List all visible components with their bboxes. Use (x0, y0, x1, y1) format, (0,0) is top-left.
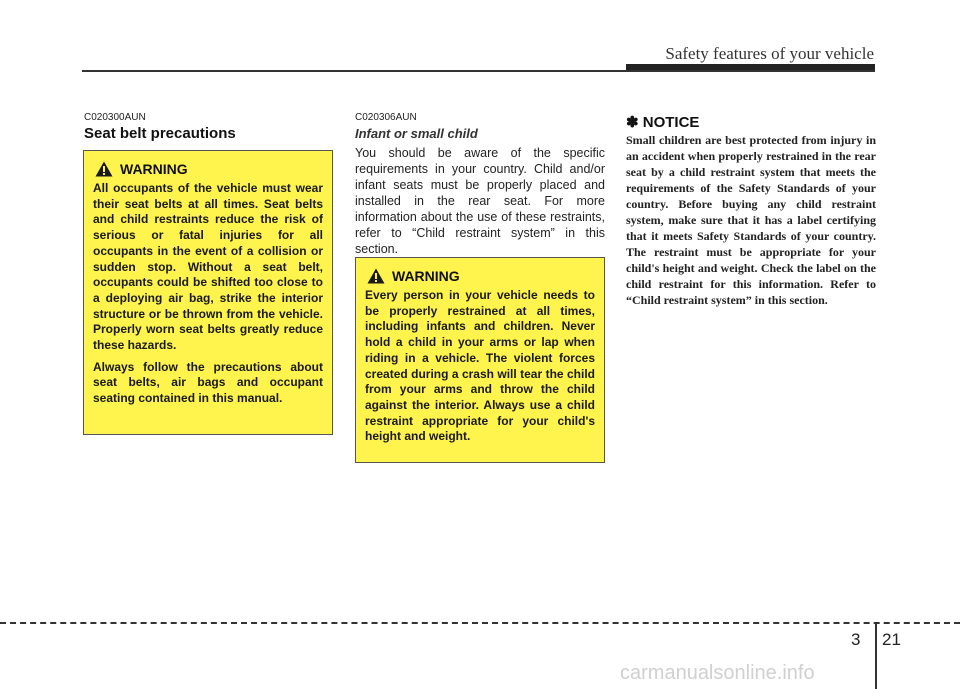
warning-box-child (355, 257, 605, 463)
notice-title: ✽ NOTICE (626, 114, 700, 131)
warning-title: WARNING (120, 161, 188, 177)
chapter-number: 3 (851, 630, 861, 649)
section-code: C020300AUN (84, 112, 146, 123)
watermark: carmanualsonline.info (620, 662, 815, 684)
header-title: Safety features of your vehicle (665, 44, 874, 63)
warning-triangle-icon (95, 161, 113, 177)
footer-divider (875, 622, 877, 689)
warning-header (365, 268, 595, 284)
section-code: C020306AUN (355, 112, 417, 123)
warning-triangle-icon (367, 268, 385, 284)
section-body-text: You should be aware of the specific requirements in your country. Child and/or infant seats must be properly placed and installed in the rear seat. For more information about the use of these restraints, refer to “Child restraint system” in this section. (355, 146, 605, 256)
warning-paragraph: Always follow the precautions about seat belts, air bags and occupant seating contained in this manual. (93, 359, 323, 406)
page-number: 21 (882, 630, 901, 649)
warning-title: WARNING (392, 268, 460, 284)
warning-header (93, 161, 323, 177)
section-subheading: Infant or small child (355, 126, 478, 141)
header-rule (82, 70, 875, 72)
notice-text: Small children are best protected from injury in an accident when properly restrained in the rear seat by a child restraint system that meets the requirements of the Safety Standards of your country. Before buying any child restraint system, make sure that it has a label certifying that it meets Safety Standards of your country. The restraint must be appropriate for your child's height and weight. Check the label on the child restraint for this information. Refer to “Child restraint system” in this section. (626, 133, 876, 307)
warning-paragraph: Every person in your vehicle needs to be properly restrained at all times, including infants and children. Never hold a child in your arms or lap when riding in a vehicle. The violent forces created during a crash will tear the child from your arms and throw the child against the interior. Always use a child restraint appropriate for your child's height and weight. (365, 288, 595, 444)
footer-rule (0, 622, 960, 624)
section-heading: Seat belt precautions (84, 125, 236, 142)
warning-box-seat-belt (83, 150, 333, 435)
warning-paragraph: All occupants of the vehicle must wear their seat belts at all times. Seat belts and child restraints reduce the risk of serious or fatal injuries for all occupants in the event of a collision or sudden stop. Without a seat belt, occupants could be shifted too close to a deploying air bag, strike the interior structure or be thrown from the vehicle. Properly worn seat belts greatly reduce these hazards. (93, 181, 323, 353)
